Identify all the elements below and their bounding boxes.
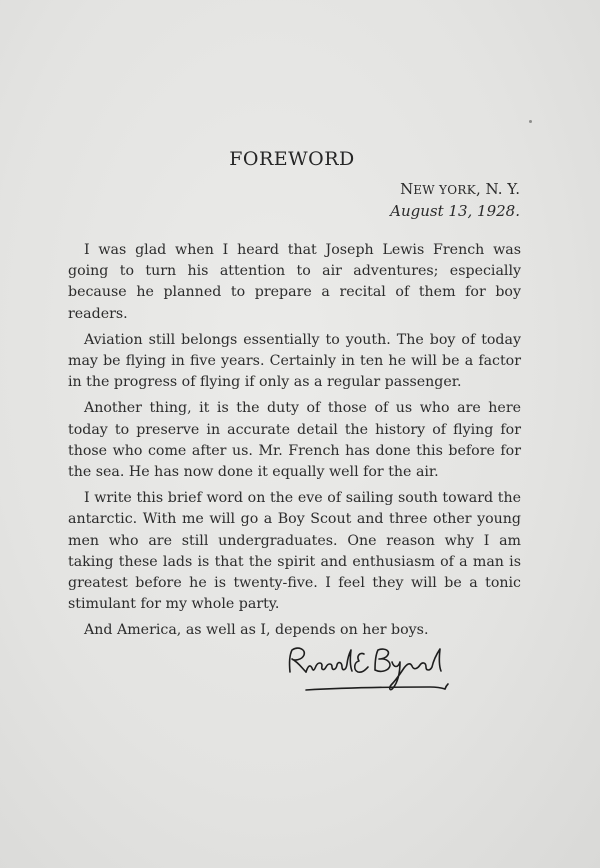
paragraph: Another thing, it is the duty of those of us who are here today to preserve in accurate detail the history of flying for those who come after us. Mr. French has done this before for the sea. He has now done it equally well for the air. xyxy=(68,400,521,481)
place-suffix: , N. Y. xyxy=(476,180,520,198)
place-rest: EW YORK xyxy=(413,183,477,197)
paragraph: And America, as well as I, depends on her boys. xyxy=(84,622,429,639)
foreword-body xyxy=(68,240,521,647)
place-initial: N xyxy=(400,180,414,198)
paragraph: I was glad when I heard that Joseph Lewis French was going to turn his attention to air adventures; especially because he planned to prepare a recital of them for boy readers. xyxy=(68,242,521,322)
signature xyxy=(280,640,520,700)
dateline-place xyxy=(400,180,520,198)
paper-speck xyxy=(529,120,532,123)
paragraph: Aviation still belongs essentially to youth. The boy of today may be flying in five years. Certainly in ten he will be a factor in the progress of flying if only as a regular passenger. xyxy=(68,331,521,391)
dateline-date: August 13, 1928. xyxy=(390,202,520,220)
paragraph: I write this brief word on the eve of sailing south toward the antarctic. With me will go a Boy Scout and three other young men who are still undergraduates. One reason why I am taking these lads is that the spirit and enthusiasm of a man is greatest before he is twenty-five. I feel they will be a tonic stimulant for my whole party. xyxy=(68,490,521,613)
page-title: FOREWORD xyxy=(229,148,355,170)
signature-text: Richard E Byrd xyxy=(280,640,288,641)
